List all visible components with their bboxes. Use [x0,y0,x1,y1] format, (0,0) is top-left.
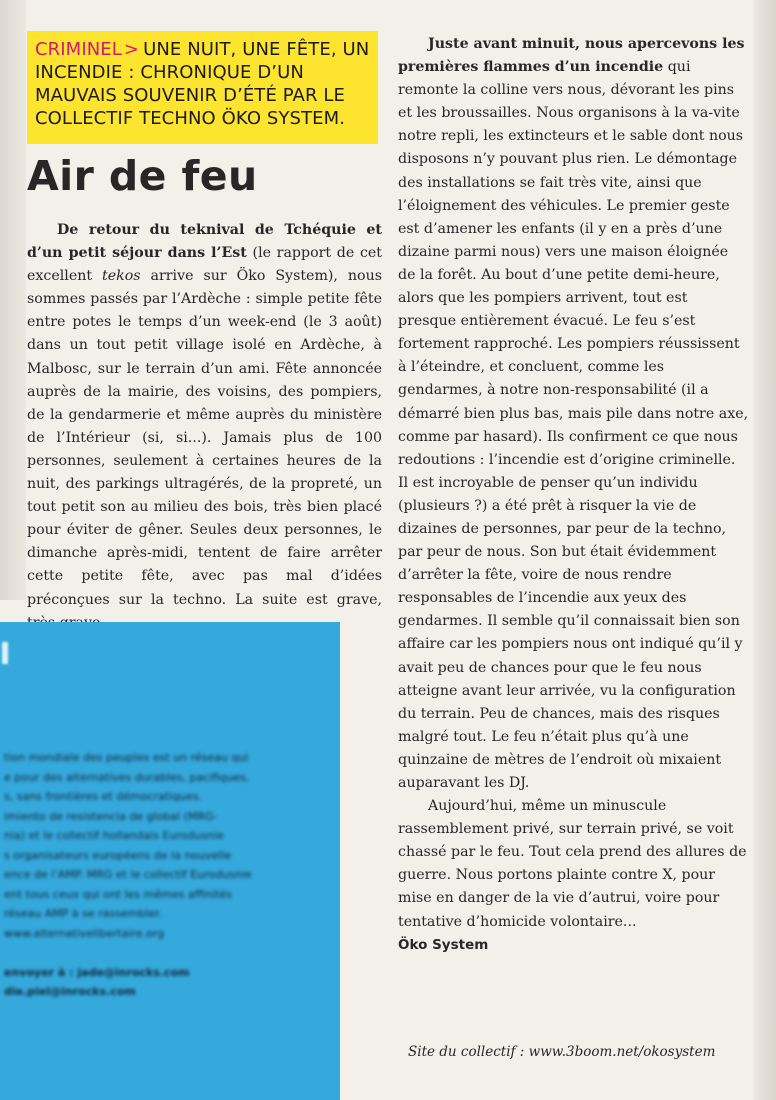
article-column-right [398,33,750,957]
bleed-through-text [750,0,774,1100]
kicker-separator: > [123,39,140,60]
source-url[interactable]: www.3boom.net/okosystem [528,1044,716,1060]
paragraph-1-emphasis: tekos [102,268,141,285]
signature-line [398,934,750,957]
paragraph-1-lead: De retour du teknival de Tchéquie et d’un petit séjour dans l’Est [27,222,382,262]
source-credit [408,1042,748,1062]
box-decoration [2,642,8,664]
source-label: Site du collectif : [408,1044,525,1060]
paragraph-1 [27,219,382,635]
adjacent-page-edge-left [0,0,26,600]
paragraph-1-text-a: (le rapport de cet excellent [27,245,382,285]
paragraph-2 [398,33,750,795]
paragraph-3-text: Aujourd’hui, même un minuscule rassemblement privé, sur terrain privé, se voit chassé par le feu. Tout cela prend des allures de guerre. Nous portons plainte contre X, pour mise en danger de la vie d’autrui, voire pour tentative d’homicide volontaire... [398,798,747,930]
paragraph-2-text: qui remonte la colline vers nous, dévorant les pins et les broussailles. Nous organisons à la va-vite notre repli, les extincteurs et le sable dont nous disposons n’y pouvant plus rien. Le démontage des installations se fait très vite, ainsi que l’éloignement des véhicules. Le premier geste est d’amener les enfants (il y en a près d’une dizaine parmi nous) vers une maison éloignée de la forêt. Au bout d’une petite demi-heure, alors que les pompiers arrivent, tout est presque entièrement évacué. Le feu s’est fortement rapproché. Les pompiers réussissent à l’éteindre, et concluent, comme les gendarmes, à notre non-responsabilité (il a démarré bien plus bas, mais pile dans notre axe, comme par hasard). Ils confirment ce que nous redoutions : l’incendie est d’origine criminelle. Il est incroyable de penser qu’un individu (plusieurs ?) a été prêt à risquer la vie de dizaines de personnes, par peur de la techno, par peur de nous. Son but était évidemment d’arrêter la fête, voire de nous rendre responsables de l’incendie aux yeux des gendarmes. Il semble qu’il connaissait bien son affaire car les pompiers nous ont indiqué qu’il y avait peu de chances pour que le feu nous atteigne avant leur arrivée, vu la configuration du terrain. Peu de chances, mais des risques malgré tout. Le feu n’était plus qu’à une quinzaine de mètres de l’endroit où mixaient auparavant les DJ. [398,59,749,791]
article-headline: Air de feu [27,152,258,200]
box-blurred-text: tion mondiale des peuples est un réseau qui e pour des alternatives durables, pacifiques, s, sans frontières et démocratiques. imiento de resistencia de global (MRG- nia) et le collectif hollandais Eurodusnie s organisateurs européens de la nouvelle ence de l’AMP. MRG et le collectif Eurodusnie ent tous ceux qui ont les mêmes affinités réseau AMP à se rassembler. www.alternativelibertaire.org envoyer à : jade@inrocks.com die.piel@inrocks.com [4,751,252,998]
kicker-text: UNE NUIT, UNE FÊTE, UN INCENDIE : CHRONIQUE D’UN MAUVAIS SOUVENIR D’ÉTÉ PAR LE COLLECTIF TECHNO ÖKO SYSTEM. [35,39,370,129]
article-kicker [27,31,378,144]
article-column-left [27,219,382,635]
kicker-category: CRIMINEL [35,39,122,60]
paragraph-1-text-b: arrive sur Öko System), nous sommes passés par l’Ardèche : simple petite fête entre potes le temps d’un week-end (le 3 août) dans un tout petit village isolé en Ardèche, à Malbosc, sur le terrain d’un ami. Fête annoncée auprès de la mairie, des voisins, des pompiers, de la gendarmerie et même auprès du ministère de l’Intérieur (si, si...). Jamais plus de 100 personnes, seulement à certaines heures de la nuit, des parkings ultragérés, de la propreté, un tout petit son au milieu des bois, très bien placé pour éviter de gêner. Seules deux personnes, le dimanche après-midi, tentent de faire arrêter cette petite fête, avec pas mal d’idées préconçues sur la techno. La suite est grave, [27,268,382,608]
paragraph-3 [398,795,750,934]
article-signature: Öko System [398,936,489,953]
sidebar-box [0,622,340,1100]
paragraph-2-lead: Juste avant minuit, nous apercevons les premières flammes d’un incendie [398,36,745,76]
